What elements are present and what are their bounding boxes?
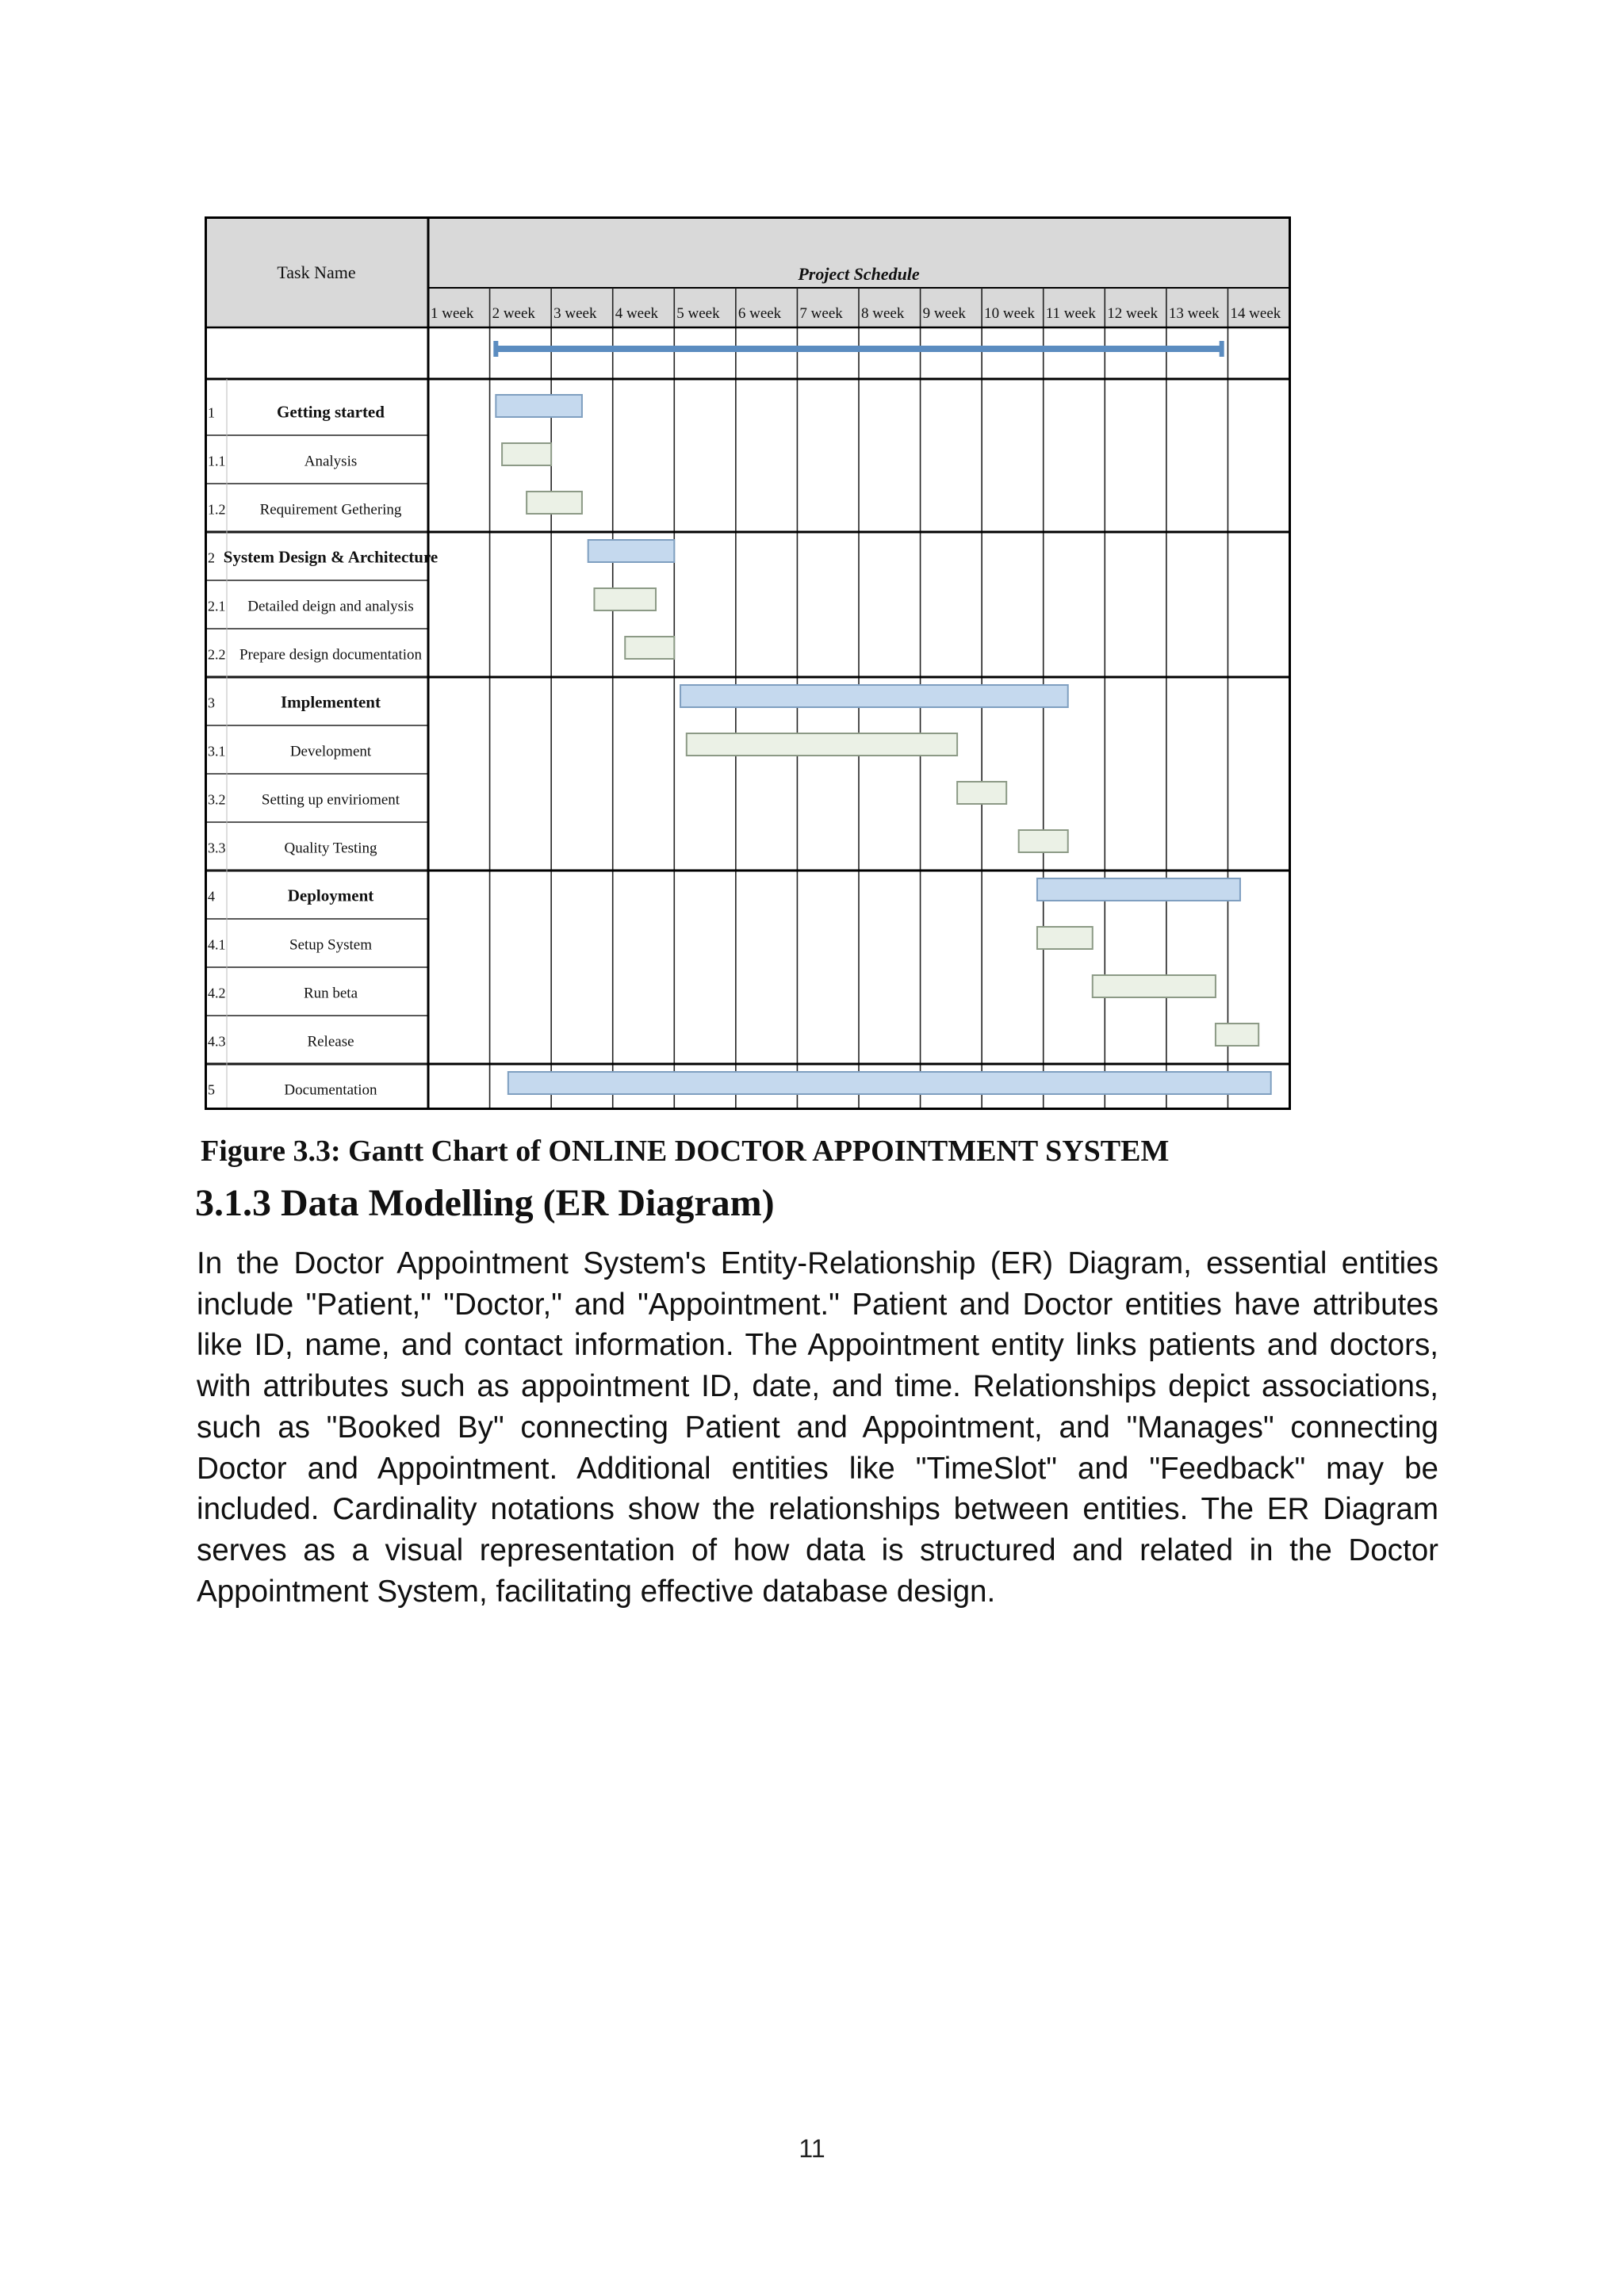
gantt-task-id: 3 — [208, 695, 215, 711]
gantt-week-label: 3 week — [553, 305, 597, 322]
gantt-task-bar — [1019, 830, 1068, 852]
gantt-task-id: 1.2 — [208, 501, 226, 518]
gantt-task-bar — [1037, 878, 1240, 901]
gantt-overall-bar-start-cap — [493, 341, 498, 357]
gantt-task-name: Release — [307, 1033, 354, 1050]
gantt-week-label: 13 week — [1168, 305, 1220, 322]
gantt-task-id: 1 — [208, 404, 215, 421]
gantt-task-id: 4.3 — [208, 1033, 226, 1050]
gantt-task-id: 1.1 — [208, 453, 226, 469]
gantt-week-label: 4 week — [615, 305, 659, 322]
gantt-task-name: Documentation — [284, 1081, 377, 1099]
gantt-task-bar — [527, 492, 582, 514]
gantt-task-name: Setup System — [289, 936, 372, 954]
gantt-task-name: Deployment — [287, 886, 374, 905]
gantt-task-bar — [508, 1072, 1271, 1094]
gantt-task-id: 3.3 — [208, 840, 226, 856]
gantt-week-label: 9 week — [922, 305, 966, 322]
gantt-task-name: Requirement Gethering — [259, 501, 402, 519]
gantt-task-name: Implementent — [281, 692, 381, 712]
gantt-task-bar — [502, 443, 551, 465]
gantt-task-id: 2.2 — [208, 646, 226, 663]
gantt-task-name: Run beta — [303, 985, 358, 1002]
page-number: 11 — [799, 2134, 825, 2163]
gantt-overall-bar — [496, 346, 1221, 352]
gantt-task-name: Prepare design documentation — [239, 646, 423, 664]
gantt-week-label: 8 week — [861, 305, 905, 322]
gantt-week-label: 7 week — [799, 305, 843, 322]
gantt-week-label: 12 week — [1107, 305, 1159, 322]
gantt-week-label: 6 week — [737, 305, 782, 322]
gantt-schedule-header: Project Schedule — [798, 264, 920, 284]
gantt-chart — [205, 216, 1291, 1110]
gantt-week-label: 2 week — [492, 305, 535, 322]
gantt-task-id: 2 — [208, 549, 215, 566]
gantt-week-label: 14 week — [1230, 305, 1281, 322]
gantt-chart-svg — [205, 216, 1291, 1110]
section-paragraph: In the Doctor Appointment System's Entity-Relationship (ER) Diagram, essential entities include "Patient," "Doctor," and "Appointment." Patient and Doctor entities have attributes like ID, name, and contact information. The Appointment entity links patients and doctors, with attributes such as appointment ID, date, and time. Relationships depict associations, such as "Booked By" connecting Patient and Appointment, and "Manages" connecting Doctor and Appointment. Additional entities like "TimeSlot" and "Feedback" may be included. Cardinality notations show the relationships between entities. The ER Diagram serves as a visual representation of how data is structured and related in the Doctor Appointment System, facilitating effective database design. — [197, 1246, 1438, 1609]
gantt-task-id: 2.1 — [208, 598, 226, 614]
gantt-task-bar — [594, 588, 656, 610]
gantt-task-id: 4 — [208, 888, 215, 905]
gantt-task-bar — [687, 733, 957, 756]
gantt-task-id: 4.2 — [208, 985, 226, 1001]
gantt-task-bar — [1093, 975, 1216, 997]
gantt-task-bar — [957, 782, 1006, 804]
figure-caption: Figure 3.3: Gantt Chart of ONLINE DOCTOR APPOINTMENT SYSTEM — [201, 1135, 1170, 1168]
gantt-task-bar — [588, 540, 675, 562]
gantt-task-name: Development — [289, 743, 372, 760]
gantt-week-label: 5 week — [676, 305, 720, 322]
gantt-week-label: 10 week — [984, 305, 1035, 322]
gantt-task-bar — [680, 685, 1068, 707]
gantt-task-name: Detailed deign and analysis — [247, 598, 414, 615]
gantt-task-id: 3.2 — [208, 791, 226, 808]
section-heading: 3.1.3 Data Modelling (ER Diagram) — [195, 1182, 775, 1224]
gantt-task-name: Getting started — [277, 402, 385, 422]
gantt-week-label: 11 week — [1045, 305, 1096, 322]
gantt-week-label: 1 week — [431, 305, 474, 322]
gantt-task-name: System Design & Architecture — [223, 547, 439, 567]
gantt-task-id: 3.1 — [208, 743, 226, 760]
gantt-task-bar — [1037, 927, 1093, 949]
gantt-task-name: Quality Testing — [284, 840, 377, 857]
gantt-task-name-header: Task Name — [277, 262, 356, 282]
gantt-task-name: Setting up envirioment — [261, 791, 400, 809]
gantt-task-bar — [625, 637, 674, 659]
gantt-task-bar — [496, 395, 582, 417]
gantt-task-id: 4.1 — [208, 936, 226, 953]
gantt-task-bar — [1216, 1024, 1258, 1046]
gantt-task-id: 5 — [208, 1081, 215, 1098]
gantt-task-name: Analysis — [304, 453, 358, 470]
gantt-overall-bar-end-cap — [1220, 341, 1224, 357]
